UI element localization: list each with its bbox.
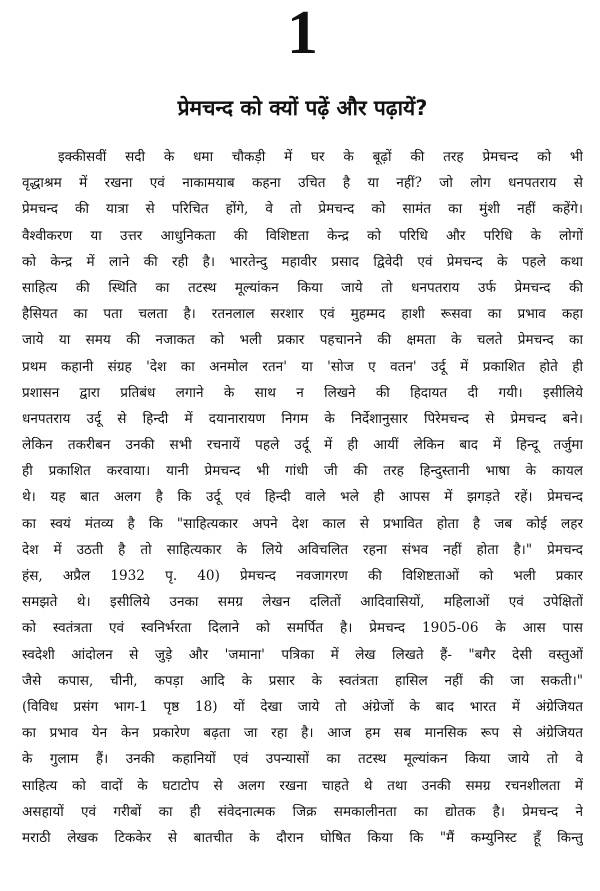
text-line: प्रथम कहानी संग्रह 'देश का अनमोल रतन' या 'सोज ए वतन' उर्दू में प्रकाशित होते ही: [22, 358, 583, 375]
text-line: हैसियत का पता चलता है। रतनलाल सरशार एवं मुहम्मद हाशी रूसवा का प्रभाव कहा: [22, 306, 583, 323]
text-line: ही प्रकाशित करवाया। यानी प्रेमचन्द भी गांधी जी की तरह हिन्दुस्तानी भाषा के कायल: [22, 463, 583, 480]
text-line: समझते थे। इसीलिये उनका समग्र लेखन दलितों आदिवासियों, महिलाओं एवं उपेक्षितों: [22, 594, 583, 611]
text-line: मराठी लेखक टिककेर से बातचीत के दौरान घोषित किया कि "मैं कम्युनिस्ट हूँ किन्तु: [22, 829, 583, 846]
body-paragraph: [22, 144, 583, 851]
text-line: साहित्य की स्थिति का तटस्थ मूल्यांकन किया जाये तो धनपतराय उर्फ प्रेमचन्द की: [22, 279, 583, 296]
text-line: धनपतराय उर्दू से हिन्दी में दयानारायण निगम के निर्देशानुसार पिरेमचन्द से प्रेमचन्द बने।: [22, 410, 583, 427]
text-line: स्वदेशी आंदोलन से जुड़े और 'जमाना' पत्रिका में लेख लिखते हैं- "बगैर देसी वस्तुओं: [22, 646, 583, 663]
chapter-number: 1: [287, 0, 318, 67]
text-line: वैश्वीकरण या उत्तर आधुनिकता की विशिष्टता केन्द्र को परिधि और परिधि के लोगों: [22, 227, 583, 244]
text-line: हंस, अप्रैल 1932 पृ. 40) प्रेमचन्द नवजागरण की विशिष्टताओं को भली प्रकार: [22, 568, 583, 584]
text-line: को स्वतंत्रता एवं स्वनिर्भरता दिलाने को समर्पित है। प्रेमचन्द 1905-06 के आस पास: [22, 620, 583, 637]
text-line: देश में उठती है तो साहित्यकार के लिये अविचलित रहना संभव नहीं होता है।" प्रेमचन्द: [22, 541, 583, 558]
text-line: के गुलाम हैं। उनकी कहानियों एवं उपन्यासों का तटस्थ मूल्यांकन किया जाये तो वे: [22, 751, 583, 768]
text-line: (विविध प्रसंग भाग-1 पृष्ठ 18) यों देखा जाये तो अंग्रेजों के बाद भारत में अंग्रेजियत: [22, 698, 583, 715]
text-line: का प्रभाव येन केन प्रकारेण बढ़ता जा रहा है। आज हम सब मानसिक रूप से अंग्रेजियत: [22, 725, 583, 742]
text-line: प्रशासन द्वारा प्रतिबंध लगाने के साथ न लिखने की हिदायत दी गयी। इसीलिये: [22, 384, 583, 401]
text-line: जाये या समय की नजाकत को भली प्रकार पहचानने की क्षमता के चलते प्रेमचन्द का: [22, 332, 583, 349]
text-line: साहित्य को वादों के घटाटोप से अलग रखना चाहते थे तथा उनकी समग्र रचनशीलता में: [22, 777, 583, 794]
chapter-title: प्रेमचन्द को क्यों पढ़ें और पढ़ायें?: [177, 96, 428, 120]
text-line: को केन्द्र में लाने की रही है। भारतेन्दु महावीर प्रसाद द्विवेदी एवं प्रेमचन्द के पहले कथा: [22, 253, 583, 270]
text-line: प्रेमचन्द की यात्रा से परिचित होंगे, वे तो प्रेमचन्द को सामंत का मुंशी नहीं कहेंगे।: [22, 201, 583, 218]
text-line: वृद्धाश्रम में रखना एवं नाकामयाब कहना उचित है या नहीं? जो लोग धनपतराय से: [22, 175, 583, 192]
text-line: का स्वयं मंतव्य है कि "साहित्यकार अपने देश काल से प्रभावित होता है जब कोई लहर: [22, 515, 583, 532]
text-line: जैसे कपास, चीनी, कपड़ा आदि के प्रसार के स्वतंत्रता हासिल नहीं की जा सकती।": [22, 672, 583, 689]
text-line: इक्कीसवीं सदी के धमा चौकड़ी में घर के बूढ़ों की तरह प्रेमचन्द को भी: [58, 149, 583, 165]
text-line: असहायों एवं गरीबों का ही संवेदनात्मक जिक्र समकालीनता का द्योतक है। प्रेमचन्द ने: [22, 803, 583, 820]
text-line: थे। यह बात अलग है कि उर्दू एवं हिन्दी वाले भले ही आपस में झगड़ते रहें। प्रेमचन्द: [22, 489, 583, 506]
text-line: लेकिन तकरीबन उनकी सभी रचनायें पहले उर्दू में ही आयीं लेकिन बाद में हिन्दू तर्जुमा: [22, 437, 583, 454]
